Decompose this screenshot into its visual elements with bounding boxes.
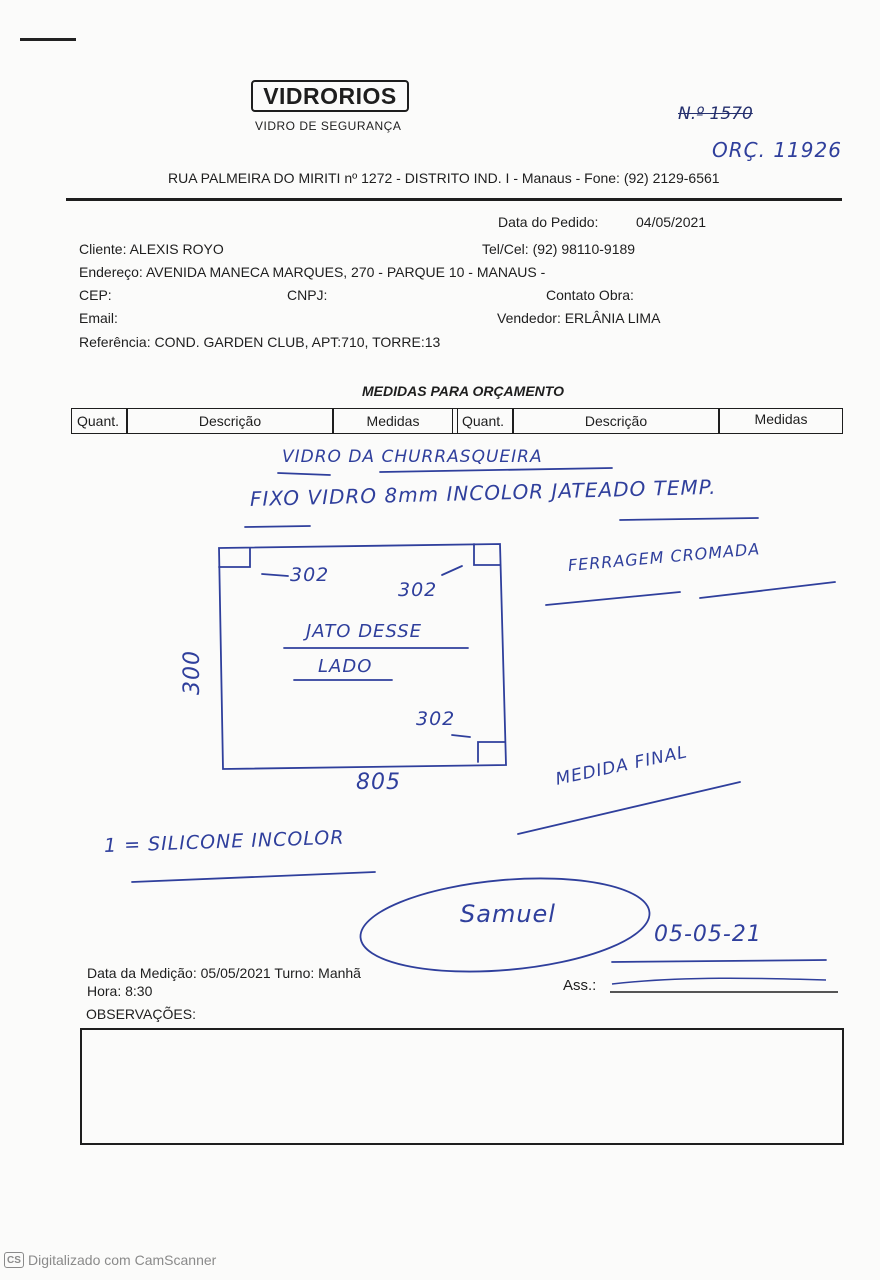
col-desc-2: Descrição bbox=[584, 413, 648, 429]
section-title: MEDIDAS PARA ORÇAMENTO bbox=[362, 383, 564, 399]
hw-height: 300 bbox=[180, 650, 205, 695]
corner-tr bbox=[474, 544, 500, 565]
underline-date bbox=[612, 960, 826, 962]
underline-title bbox=[278, 468, 612, 475]
company-address: RUA PALMEIRA DO MIRITI nº 1272 - DISTRITO IND. I - Manaus - Fone: (92) 2129-6561 bbox=[168, 170, 720, 186]
cnpj-label: CNPJ: bbox=[287, 287, 328, 303]
hw-ferragem: FERRAGEM CROMADA bbox=[567, 539, 761, 575]
tick-br bbox=[452, 735, 470, 737]
orc-number: ORÇ. 11926 bbox=[712, 138, 842, 162]
hw-width: 805 bbox=[356, 770, 401, 795]
reference: Referência: COND. GARDEN CLUB, APT:710, TORRE:13 bbox=[79, 334, 441, 350]
observations-box bbox=[80, 1028, 844, 1145]
tick-tr bbox=[442, 566, 462, 575]
scanner-footer bbox=[4, 1252, 216, 1268]
hw-lado: LADO bbox=[318, 656, 373, 677]
underline-silicone bbox=[132, 872, 375, 882]
col-medidas-2: Medidas bbox=[754, 411, 808, 427]
signature-label: Ass.: bbox=[563, 977, 597, 994]
hw-dim-top-right: 302 bbox=[398, 579, 438, 601]
client-address: Endereço: AVENIDA MANECA MARQUES, 270 - PARQUE 10 - MANAUS - bbox=[79, 264, 546, 280]
struck-number: N.º 1570 bbox=[678, 104, 753, 124]
signature-scribble bbox=[612, 978, 826, 984]
hw-silicone: 1 = SILICONE INCOLOR bbox=[103, 826, 345, 857]
measurement-time: Hora: 8:30 bbox=[87, 983, 153, 999]
footer-text: Digitalizado com CamScanner bbox=[28, 1252, 217, 1268]
col-quant-2: Quant. bbox=[462, 413, 505, 429]
col-quant-1: Quant. bbox=[77, 413, 120, 429]
client-phone: Tel/Cel: (92) 98110-9189 bbox=[482, 241, 636, 257]
order-date-label: Data do Pedido: bbox=[498, 214, 599, 230]
col-medidas-1: Medidas bbox=[366, 413, 420, 429]
underline-ferragem bbox=[546, 582, 835, 605]
corner-br bbox=[478, 742, 505, 762]
logo-text: VIDRORIOS bbox=[263, 82, 397, 109]
company-subtitle: VIDRO DE SEGURANÇA bbox=[255, 119, 402, 133]
email-label: Email: bbox=[79, 310, 118, 326]
hw-sign-date: 05-05-21 bbox=[654, 922, 762, 947]
hw-jato: JATO DESSE bbox=[306, 621, 423, 642]
hw-description: FIXO VIDRO 8mm INCOLOR JATEADO TEMP. bbox=[249, 474, 717, 511]
observations-label: OBSERVAÇÕES: bbox=[86, 1006, 196, 1022]
col-desc-1: Descrição bbox=[198, 413, 262, 429]
order-date-value: 04/05/2021 bbox=[636, 214, 707, 230]
hw-churrasqueira: VIDRO DA CHURRASQUEIRA bbox=[282, 447, 543, 467]
measurement-date: Data da Medição: 05/05/2021 Turno: Manhã bbox=[87, 965, 361, 981]
camscanner-icon: CS bbox=[4, 1252, 24, 1268]
underline-final bbox=[518, 782, 740, 834]
tick-tl bbox=[262, 574, 288, 576]
corner-tl bbox=[219, 548, 250, 567]
hw-medida-final: MEDIDA FINAL bbox=[553, 742, 690, 790]
hw-dim-top-left: 302 bbox=[290, 564, 330, 586]
hw-signature: Samuel bbox=[460, 900, 556, 928]
seller-name: Vendedor: ERLÂNIA LIMA bbox=[497, 310, 661, 326]
hw-dim-bottom-right: 302 bbox=[416, 708, 456, 730]
client-name: Cliente: ALEXIS ROYO bbox=[79, 241, 224, 257]
underline-fixo bbox=[245, 518, 758, 527]
cep-label: CEP: bbox=[79, 287, 112, 303]
contact-label: Contato Obra: bbox=[546, 287, 634, 303]
